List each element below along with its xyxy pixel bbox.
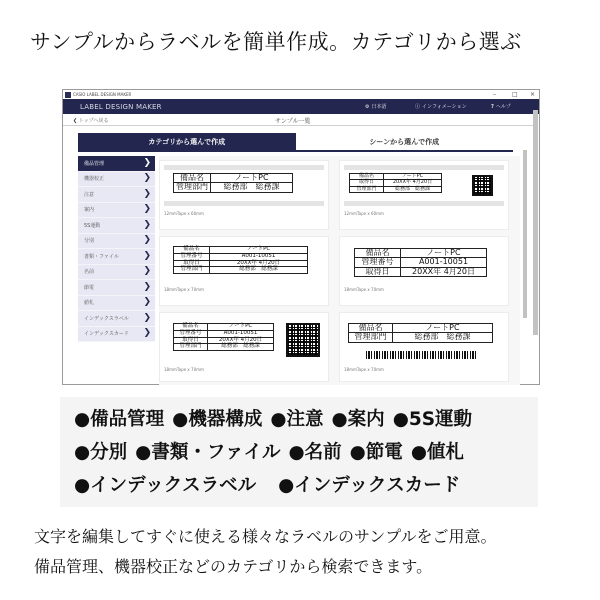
- sidebar-item-label: 値札: [84, 300, 95, 307]
- barcode: [366, 351, 478, 359]
- category-list: [60, 397, 538, 507]
- sidebar-item-label: 書類・ファイル: [84, 253, 119, 260]
- sample-card[interactable]: [339, 160, 509, 230]
- category-item: ● 5S運動: [393, 409, 472, 430]
- information-button[interactable]: [415, 103, 467, 110]
- category-line: [74, 403, 538, 436]
- information-label: インフォメーション: [422, 104, 467, 110]
- chevron-right-icon: ❯: [143, 266, 151, 277]
- category-item: ● 備品管理: [74, 409, 164, 430]
- sidebar-item-label: 分別: [84, 238, 95, 245]
- tape-size: 12mmTape x 60mm: [164, 211, 204, 216]
- sample-card[interactable]: [339, 236, 509, 306]
- chevron-right-icon: ❯: [143, 188, 151, 199]
- sidebar-item-5s[interactable]: [78, 218, 155, 234]
- brand-title: LABEL DESIGN MAKER: [80, 102, 162, 111]
- sidebar-item-price-tags[interactable]: [78, 296, 155, 312]
- description-line: 備品管理、機器校正などのカテゴリから検索できます。: [34, 557, 433, 576]
- tab-bar: [78, 133, 513, 152]
- tape-size: 18mmTape x 70mm: [164, 367, 204, 372]
- sidebar-item-label: 案内: [84, 207, 95, 214]
- chevron-left-icon: ❮: [73, 118, 78, 124]
- category-item: ● 値札: [411, 442, 464, 463]
- app-icon: [65, 92, 71, 98]
- headline: サンプルからラベルを簡単作成。カテゴリから選ぶ: [30, 30, 522, 54]
- category-item: ● 節電: [350, 442, 403, 463]
- category-sidebar: [78, 156, 155, 342]
- sidebar-item-equipment[interactable]: [78, 156, 155, 172]
- sidebar-item-caution[interactable]: [78, 187, 155, 203]
- sidebar-item-sorting[interactable]: [78, 234, 155, 250]
- qr-code: [472, 175, 493, 196]
- chevron-right-icon: ❯: [143, 219, 151, 230]
- tape-size: 18mmTape x 70mm: [344, 287, 384, 292]
- sidebar-item-documents[interactable]: [78, 249, 155, 265]
- chevron-right-icon: ❯: [143, 204, 151, 215]
- language-label: 日本語: [371, 104, 387, 110]
- maximize-button[interactable]: □: [512, 91, 518, 98]
- sidebar-item-calibration[interactable]: [78, 172, 155, 188]
- chevron-right-icon: ❯: [143, 235, 151, 246]
- sidebar-item-label: 備品管理: [84, 160, 105, 167]
- description: [34, 522, 497, 582]
- category-line: [74, 469, 538, 502]
- label-preview: 備品名 ノートPC 管理部門 総務部 総務課: [348, 323, 493, 343]
- title-bar: [63, 90, 539, 99]
- tape-size: 12mmTape x 60mm: [344, 211, 384, 216]
- chevron-right-icon: ❯: [143, 281, 151, 292]
- sidebar-item-power-saving[interactable]: [78, 280, 155, 296]
- sidebar-item-label: インデックスラベル: [84, 315, 129, 322]
- chevron-right-icon: ❯: [143, 157, 151, 168]
- category-item: ● 書類・ファイル: [135, 442, 280, 463]
- app-window: [62, 89, 540, 385]
- window-title: CASIO LABEL DESIGN MAKER: [73, 92, 132, 97]
- help-icon: ?: [491, 103, 494, 110]
- page-title: サンプル一覧: [275, 118, 311, 125]
- sidebar-item-label: 名前: [84, 269, 95, 276]
- chevron-right-icon: ❯: [143, 297, 151, 308]
- tape-size: 18mmTape x 70mm: [344, 367, 384, 372]
- category-item: ● インデックスラベル: [74, 475, 256, 496]
- qr-code: [286, 323, 320, 357]
- chevron-right-icon: ❯: [143, 173, 151, 184]
- tape-size: 18mmTape x 70mm: [164, 287, 204, 292]
- category-line: [74, 436, 538, 469]
- tab-by-category[interactable]: カテゴリから選んで作成: [78, 133, 296, 150]
- close-button[interactable]: ×: [530, 91, 536, 98]
- label-preview: 備品名 ノートPC 管理番号 A001-10051 取得日 20XX年 4月20日: [354, 248, 487, 277]
- category-item: ● 名前: [288, 442, 341, 463]
- sample-grid: [159, 156, 520, 385]
- sample-card[interactable]: [159, 160, 329, 230]
- sample-card[interactable]: [339, 312, 509, 382]
- chevron-right-icon: ❯: [143, 328, 151, 339]
- help-label: ヘルプ: [495, 104, 511, 110]
- category-item: ● インデックスカード: [278, 475, 460, 496]
- category-item: ● 注意: [270, 409, 323, 430]
- category-item: ● 案内: [332, 409, 385, 430]
- label-preview: 備品名 ノートPC 管理部門 総務部 総務課: [173, 173, 293, 193]
- sample-card[interactable]: [159, 312, 329, 382]
- description-line: 文字を編集してすぐに使える様々なラベルのサンプルをご用意。: [34, 527, 497, 546]
- back-to-top-link[interactable]: [73, 117, 109, 124]
- back-label: トップへ戻る: [78, 118, 109, 124]
- chevron-right-icon: ❯: [143, 250, 151, 261]
- sidebar-item-label: 5S運動: [84, 222, 101, 229]
- category-item: ● 分別: [74, 442, 127, 463]
- language-button[interactable]: [365, 103, 387, 110]
- content-scrollbar[interactable]: [523, 150, 527, 318]
- sample-card[interactable]: [159, 236, 329, 306]
- help-button[interactable]: [491, 103, 511, 110]
- chevron-right-icon: ❯: [143, 312, 151, 323]
- label-preview: 備品名 ノートPC 管理番号 A001-10051 取得日 20XX年 4月20日 管理部門 総務部 総務課: [173, 323, 274, 351]
- category-item: ● 機器構成: [172, 409, 262, 430]
- globe-icon: ⚙: [365, 103, 370, 110]
- info-icon: ⓘ: [415, 104, 421, 110]
- label-preview: 備品名 ノートPC 取得日 20XX年 4月20日 管理部門 総務部 総務課: [349, 173, 442, 193]
- tab-by-scene[interactable]: シーンから選んで作成: [296, 133, 514, 150]
- nav-bar: [63, 99, 539, 114]
- sidebar-item-index-cards[interactable]: [78, 327, 155, 343]
- sidebar-item-label: 注意: [84, 191, 95, 198]
- sidebar-item-guide[interactable]: [78, 203, 155, 219]
- sidebar-item-label: 節電: [84, 284, 95, 291]
- sidebar-item-label: 機器校正: [84, 176, 105, 183]
- sidebar-item-label: インデックスカード: [84, 331, 129, 338]
- minimize-button[interactable]: –: [493, 91, 496, 98]
- window-scrollbar[interactable]: [533, 110, 538, 335]
- sub-header: [63, 114, 533, 126]
- label-preview: 備品名 ノートPC 管理番号 A001-10051 取得日 20XX年 4月20日 管理部門 総務部 総務課: [173, 246, 308, 274]
- sidebar-item-names[interactable]: [78, 265, 155, 281]
- sidebar-item-index-labels[interactable]: [78, 311, 155, 327]
